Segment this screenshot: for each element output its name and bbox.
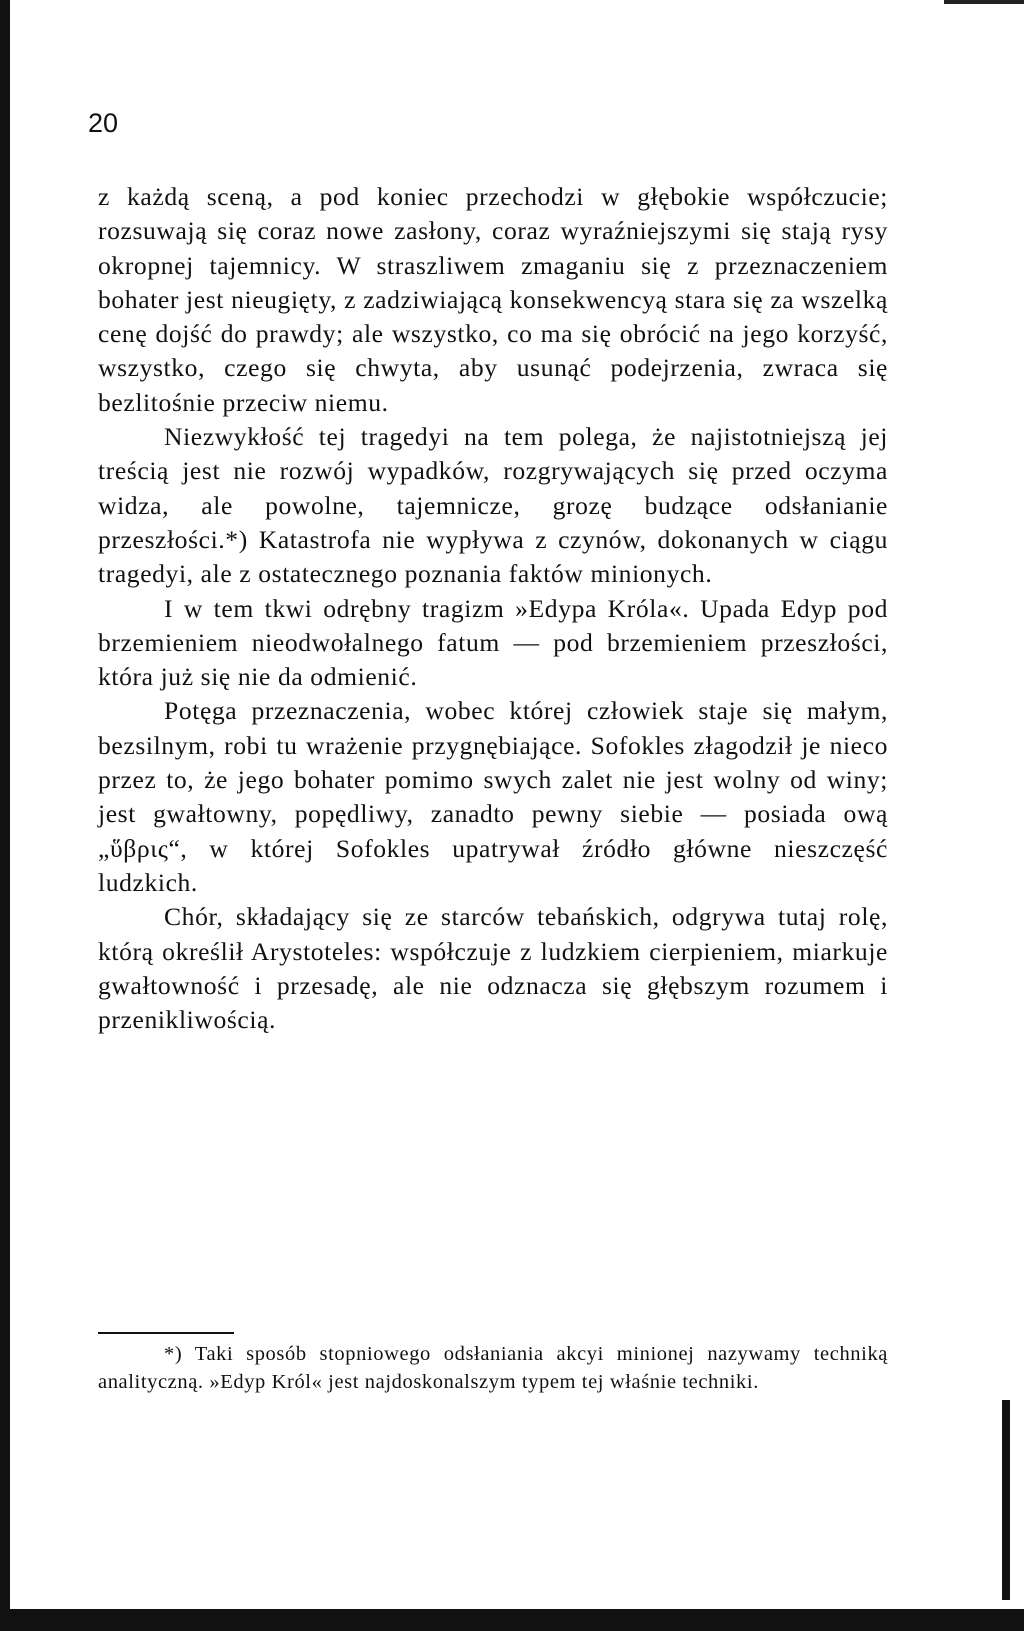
body-text (98, 180, 888, 1037)
page-number: 20 (88, 108, 119, 138)
margin-mark (1002, 1400, 1010, 1600)
paragraph-2: Niezwykłość tej tragedyi na tem polega, że najistotniejszą jej treścią jest nie rozwój wypadków, rozgrywających się przed oczyma widza, ale powolne, tajemnicze, grozę budzące odsłanianie przeszłości.*) Katastrofa nie wypływa z czynów, dokonanych w ciągu tragedyi, ale z ostatecznego poznania faktów minionych. (98, 422, 888, 589)
paragraph-5: Chór, składający się ze starców tebańskich, odgrywa tutaj rolę, którą określił Arystoteles: współczuje z ludzkiem cierpieniem, miarkuje gwałtowność i przesadę, ale nie odznacza się głębszym rozumem i przenikliwością. (98, 902, 888, 1035)
paragraph-3: I w tem tkwi odrębny tragizm »Edypa Króla«. Upada Edyp pod brzemieniem nieodwołalnego fatum — pod brzemieniem przeszłości, która już się nie da odmienić. (98, 593, 888, 692)
page-edge-left (0, 0, 10, 1631)
page-edge-bottom (0, 1609, 1024, 1631)
paragraph-1: z każdą sceną, a pod koniec przechodzi w głębokie współczucie; rozsuwają się coraz nowe zasłony, coraz wyraźniejszymi się stają rysy okropnej tajemnicy. W straszliwem zmaganiu się z przeznaczeniem bohater jest nieugięty, z zadziwiającą konsekwencyą stara się za wszelką cenę dojść do prawdy; ale wszystko, co ma się obrócić na jego korzyść, wszystko, czego się chwyta, aby usunąć podejrzenia, zwraca się bezlitośnie przeciw niemu. (98, 182, 888, 417)
paragraph-4: Potęga przeznaczenia, wobec której człowiek staje się małym, bezsilnym, robi tu wrażenie przygnębiające. Sofokles złagodził je nieco przez to, że jego bohater pomimo swych zalet nie jest wolny od winy; jest gwałtowny, popędliwy, zanadto pewny siebie — posiada ową „ὕβρις“, w której Sofokles upatrywał źródło główne nieszczęść ludzkich. (98, 696, 888, 897)
page-edge-top-right (944, 0, 1024, 4)
footnote-rule (98, 1332, 234, 1334)
footnote: *) Taki sposób stopniowego odsłaniania akcyi minionej nazywamy techniką analityczną. »Edyp Król« jest najdoskonalszym typem tej właśnie techniki. (98, 1343, 888, 1393)
